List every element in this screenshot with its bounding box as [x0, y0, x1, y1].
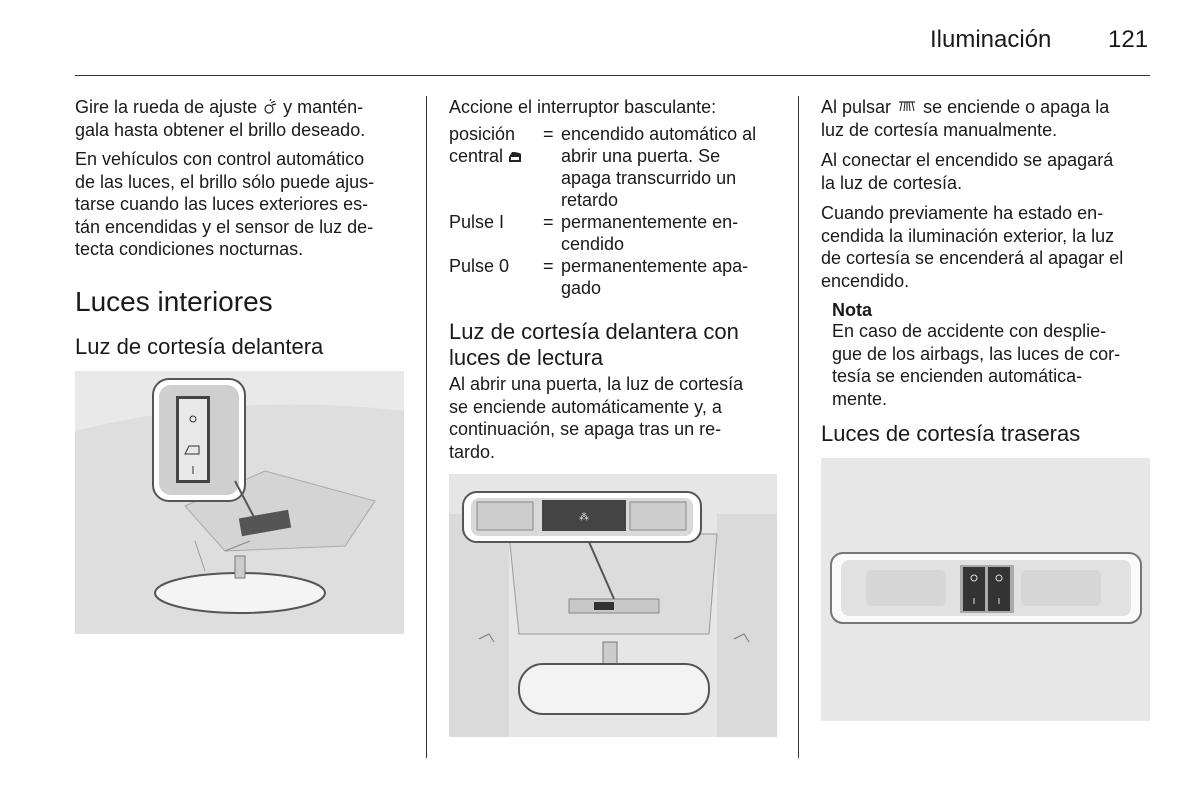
text-line: de las luces, el brillo sólo puede ajus- — [75, 171, 375, 192]
desc-text: apaga transcurrido un — [561, 167, 737, 188]
term-text: central — [449, 145, 504, 166]
desc-cell — [561, 123, 756, 211]
para-ignition — [821, 149, 1156, 194]
table-row — [449, 123, 756, 211]
para-press-lamp — [821, 96, 1156, 141]
text-line: gue de los airbags, las luces de cor- — [832, 343, 1121, 364]
term-text: posición — [449, 123, 516, 144]
heading-interior-lights: Luces interiores — [75, 286, 273, 317]
para-exterior-lights — [821, 202, 1156, 292]
switch-positions-table — [449, 123, 756, 299]
text-line: luz de cortesía manualmente. — [821, 119, 1058, 140]
desc-text: permanentemente apa- — [561, 255, 749, 276]
text-line: tesía se encienden automática- — [832, 366, 1083, 386]
para-door-open — [449, 373, 789, 463]
text-line: tardo. — [449, 441, 496, 462]
column-1 — [75, 96, 410, 261]
text-line: encendido. — [821, 270, 910, 291]
term-cell: Pulse I — [449, 211, 505, 232]
heading-front-courtesy: Luz de cortesía delantera — [75, 334, 324, 359]
text-line: En vehículos con control automático — [75, 149, 365, 169]
desc-cell — [561, 211, 756, 255]
desc-text: cendido — [561, 233, 625, 254]
dimmer-wheel-icon — [262, 99, 278, 115]
text-line: continuación, se apaga tras un re- — [449, 419, 722, 439]
text-line: tecta condiciones nocturnas. — [75, 239, 304, 259]
text-line: tán encendidas y el sensor de luz de- — [75, 216, 374, 237]
para-auto-lights — [75, 148, 410, 261]
para-rocker-intro: Accione el interruptor basculante: — [449, 97, 717, 117]
figure-front-courtesy-light — [75, 371, 404, 634]
eq-cell: = — [543, 255, 554, 276]
desc-cell — [561, 255, 756, 299]
section-title: Iluminación — [930, 26, 1052, 53]
text-line: mente. — [832, 388, 888, 409]
text-line: Al pulsar — [821, 97, 892, 117]
term-cell — [449, 123, 543, 211]
figure-rear-courtesy-lights — [821, 458, 1150, 721]
column-divider-left — [426, 96, 427, 758]
svg-text:⁂: ⁂ — [579, 512, 589, 523]
desc-text: retardo — [561, 189, 619, 210]
courtesy-lamp-icon — [896, 99, 918, 113]
para-dimmer-end: y mantén- — [283, 97, 364, 117]
term-cell: Pulse 0 — [449, 255, 510, 276]
column-3 — [821, 96, 1156, 292]
eq-cell: = — [543, 123, 554, 144]
eq-cell: = — [543, 211, 554, 232]
text-line: se enciende o apaga la — [923, 97, 1110, 117]
desc-text: permanentemente en- — [561, 211, 739, 232]
para-dimmer-start: Gire la rueda de ajuste — [75, 97, 258, 117]
desc-text: gado — [561, 277, 602, 298]
heading-line: luces de lectura — [449, 345, 604, 370]
text-line: la luz de cortesía. — [821, 172, 963, 193]
door-icon — [508, 151, 522, 163]
desc-text: encendido automático al — [561, 123, 757, 144]
heading-reading-lights — [449, 319, 789, 371]
header-rule — [75, 75, 1150, 76]
text-line: se enciende automáticamente y, a — [449, 396, 722, 417]
text-line: En caso de accidente con desplie- — [832, 321, 1107, 341]
table-row — [449, 211, 756, 255]
note-text — [832, 320, 1152, 410]
para-dimmer — [75, 96, 410, 141]
text-line: Al conectar el encendido se apagará — [821, 150, 1114, 170]
note-label: Nota — [832, 300, 872, 320]
column-divider-right — [798, 96, 799, 758]
figure-reading-lights — [449, 474, 777, 737]
heading-line: Luz de cortesía delantera con — [449, 319, 739, 344]
text-line: Cuando previamente ha estado en- — [821, 203, 1104, 223]
desc-text: abrir una puerta. Se — [561, 145, 721, 166]
text-line: tarse cuando las luces exteriores es- — [75, 194, 369, 214]
table-row — [449, 255, 756, 299]
text-line: Al abrir una puerta, la luz de cortesía — [449, 374, 744, 394]
column-2 — [449, 96, 784, 299]
text-line: cendida la iluminación exterior, la luz — [821, 225, 1115, 246]
heading-rear-courtesy: Luces de cortesía traseras — [821, 421, 1081, 446]
text-line: de cortesía se encenderá al apagar el — [821, 248, 1124, 268]
page-number: 121 — [1108, 26, 1149, 53]
para-dimmer-line2: gala hasta obtener el brillo deseado. — [75, 119, 366, 140]
